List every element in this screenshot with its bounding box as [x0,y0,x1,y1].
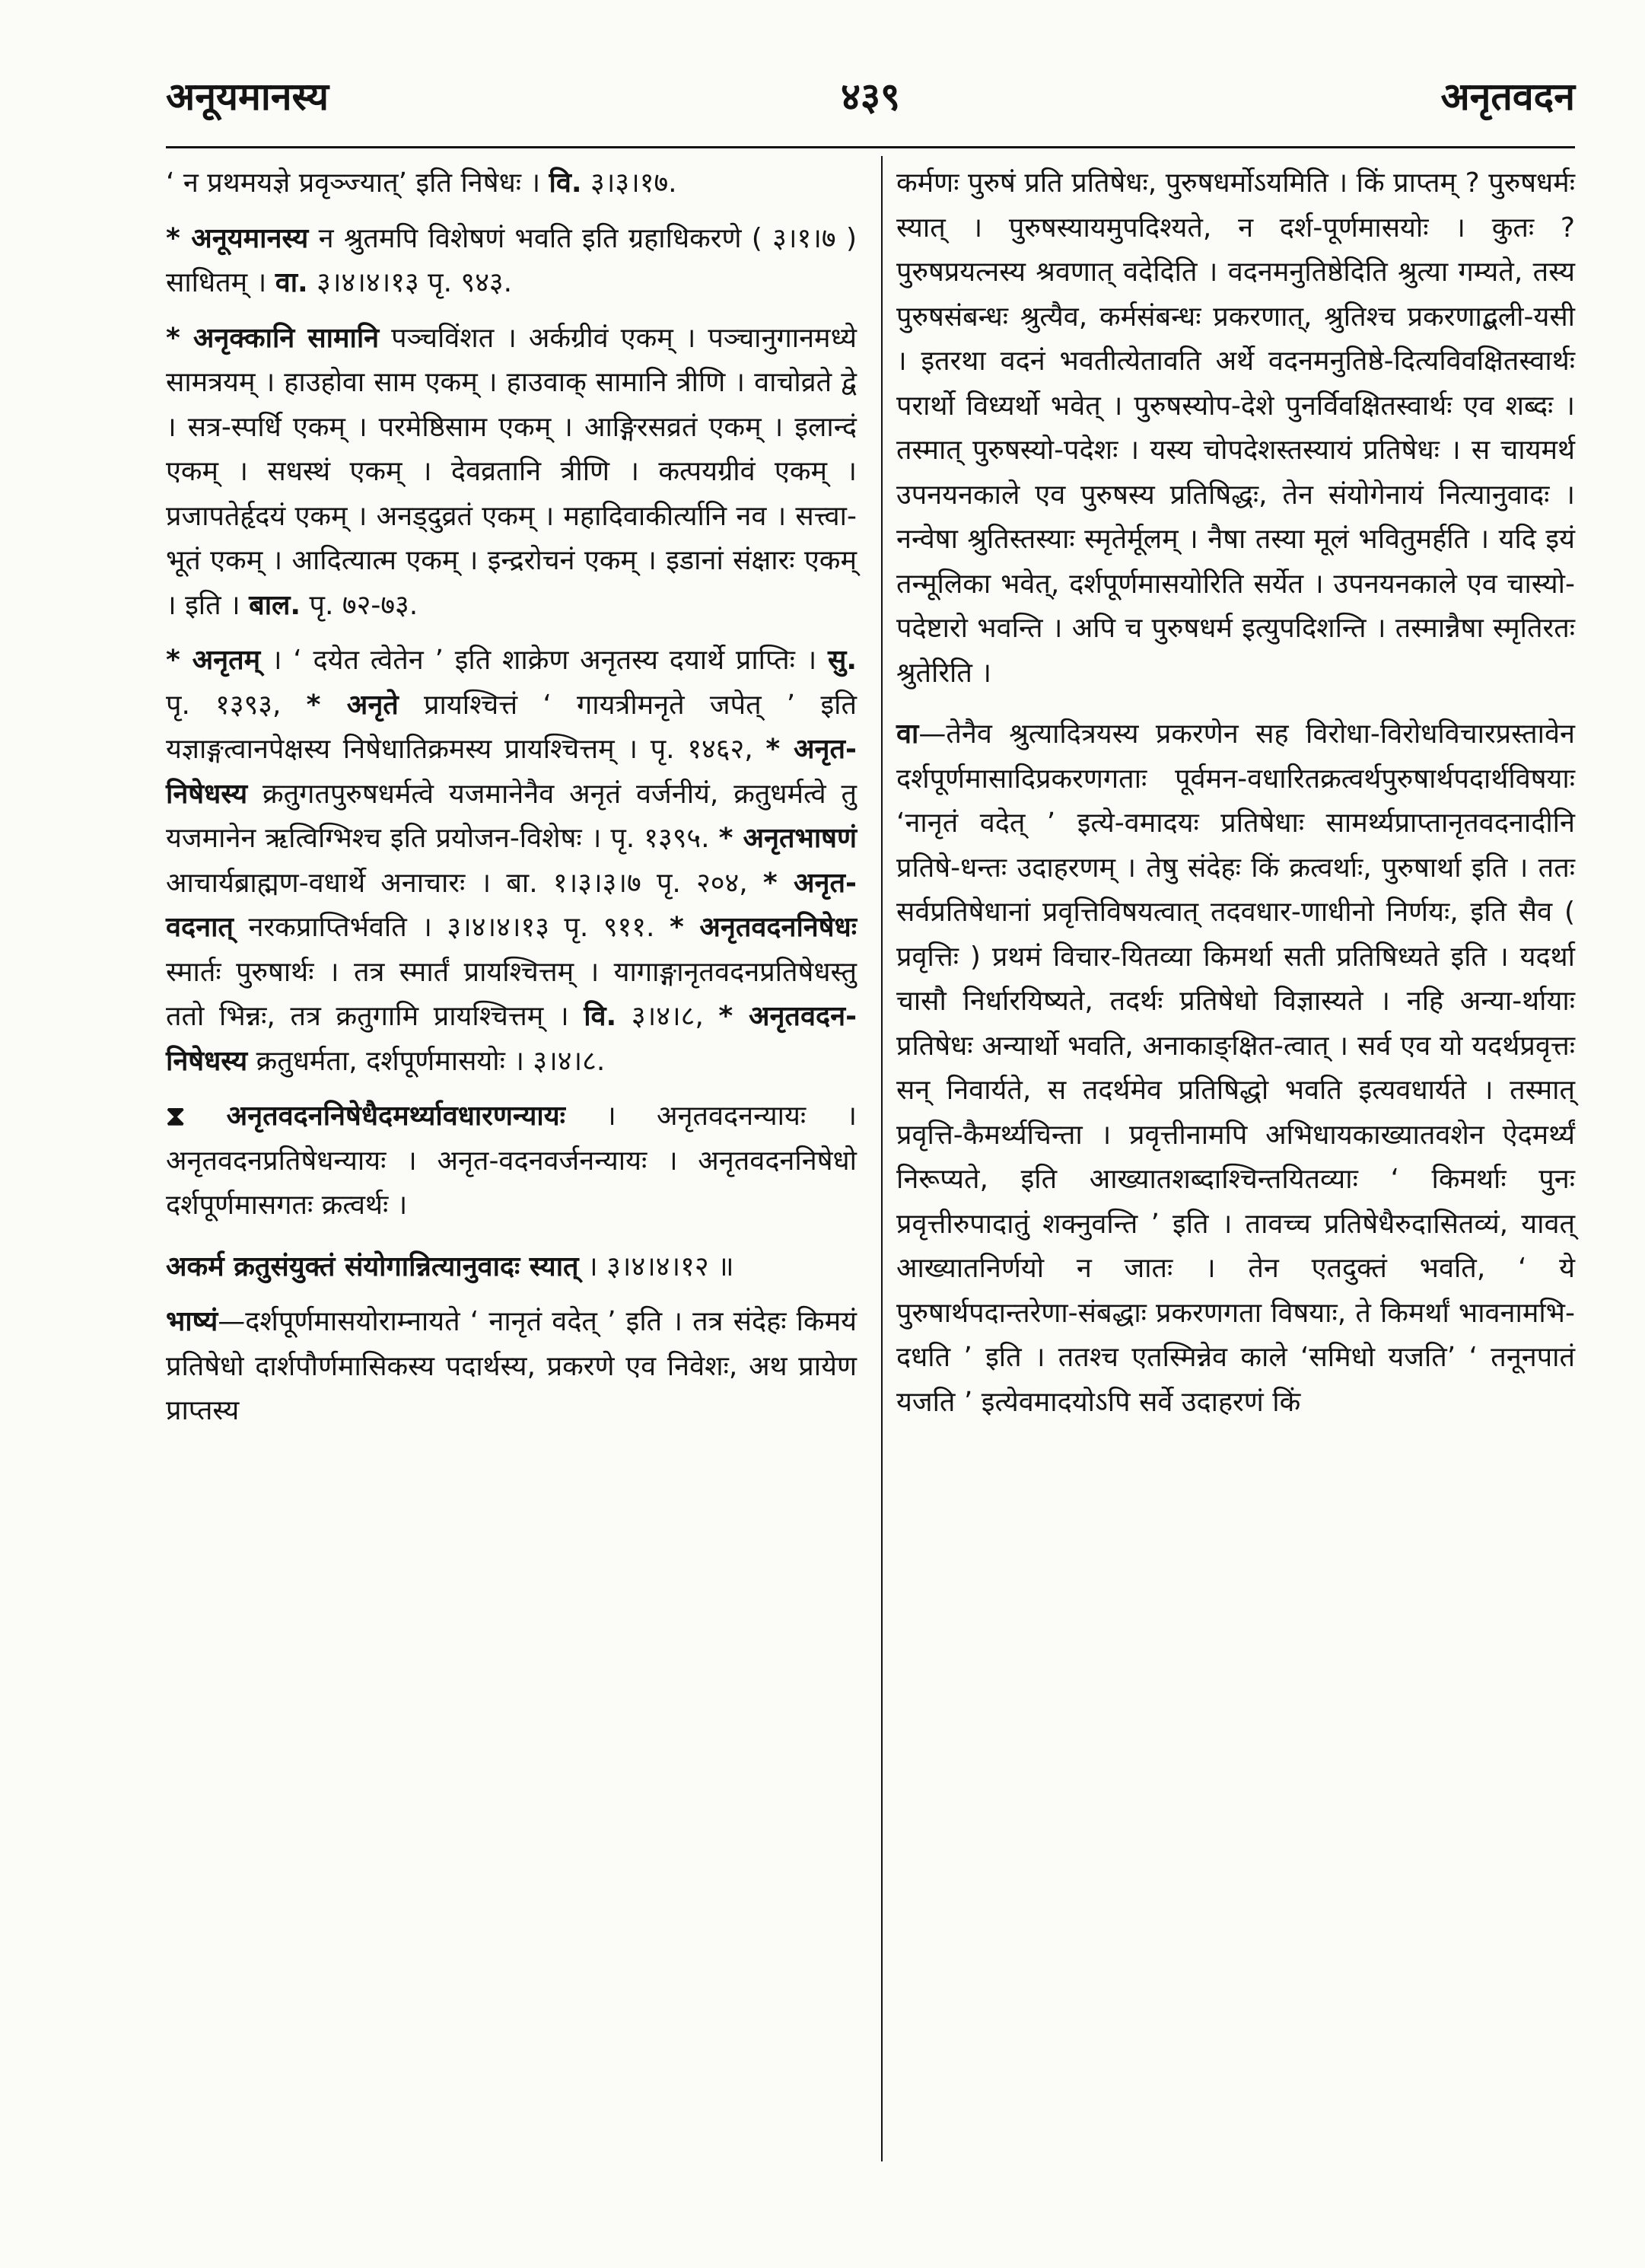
headword: * अनृतभाषणं [718,823,857,854]
header-rule [166,146,1575,148]
reference-abbrev: बाल. [249,589,301,621]
headword: * अनूयमानस्य [166,222,309,254]
reference-abbrev: वि. [584,1001,617,1032]
page-number: ४३९ [841,75,900,119]
text-run: ‘ न प्रथमयज्ञे प्रवृञ्ज्यात्’ इति निषेधः । [166,167,549,199]
vartika-label: वा [896,718,919,750]
sutra-paragraph [166,1245,857,1290]
reference-abbrev: सु. [827,645,857,676]
bhashya-continuation [896,161,1575,696]
text-run: ३।४।८, [616,1001,719,1032]
reference-abbrev: वि. [549,167,582,199]
text-run: —दर्शपूर्णमासयोराम्नायते ‘ नानृतं वदेत् ’ इति । तत्र संदेहः किमयं प्रतिषेधो दार्शपौर्णमासिकस्य पदार्थस्य, प्रकरणे एव निवेशः, अथ प्रायेण प्राप्तस्य [166,1306,857,1426]
headword: * अनृक्कानि सामानि [166,322,380,354]
nyaya-paragraph [166,1094,857,1228]
text-run: स्मार्तः पुरुषार्थः । तत्र स्मार्तं प्रायश्चित्तम् । यागाङ्गानृतवदनप्रतिषेधस्तु ततो भिन्नः, तत्र क्रतुगामि प्रायश्चित्तम् । [166,956,857,1032]
running-head-left: अनूयमानस्य [166,75,329,119]
text-run: कर्मणः पुरुषं प्रति प्रतिषेधः, पुरुषधर्मोऽयमिति । किं प्राप्तम् ? पुरुषधर्मः स्यात् । पुरुषस्यायमुपदिश्यते, न दर्श-पूर्णमासयोः । कुतः ? पुरुषप्रयत्नस्य श्रवणात् वदेदिति । वदनमनुतिष्ठेदिति श्रुत्या गम्यते, तस्य पुरुषसंबन्धः श्रुत्यैव, कर्मसंबन्धः प्रकरणात्, श्रुतिश्च प्रकरणाद्बली-यसी । इतरथा वदनं भवतीत्येतावति अर्थे वदनमनुतिष्ठे-दित्यविवक्षितस्वार्थः परार्थो विध्यर्थो भवेत् । पुरुषस्योप-देशे पुनर्विवक्षितस्वार्थः एव शब्दः । तस्मात् पुरुषस्यो-पदेशः । यस्य चोपदेशस्तस्यायं प्रतिषेधः । स चायमर्थ उपनयनकाले एव पुरुषस्य प्रतिषिद्धः, तेन संयोगेनायं नित्यानुवादः । नन्वेषा श्रुतिस्तस्याः स्मृतेर्मूलम् । नैषा तस्या मूलं भवितुमर्हति । यदि इयं तन्मूलिका भवेत्, दर्शपूर्णमासयोरिति सर्येत । उपनयनकाले एव चास्यो-पदेष्टारो भवन्ति । अपि च पुरुषधर्म इत्युपदिशन्ति । तस्मान्नैषा स्मृतिरतः श्रुतेरिति । [896,167,1575,689]
text-run: क्रतुधर्मता, दर्शपूर्णमासयोः । ३।४।८. [247,1045,606,1077]
entry-paragraph [166,639,857,1084]
right-column [896,161,1575,1435]
text-run: पृ. १३९३, [166,689,307,721]
entry-paragraph [166,161,857,206]
text-run: क्रतुगतपुरुषधर्मत्वे यजमानेनैव अनृतं वर्जनीयं, क्रतुधर्मत्वे तु यजमानेन ऋत्विग्भिश्च इति प्रयोजन-विशेषः । पृ. १३९५. [166,778,857,854]
headword: * अनृत-निषेधस्य [166,734,857,810]
text-run: प्रायश्चित्तं ‘ गायत्रीमनृते जपेत् ’ इति यज्ञाङ्गत्वानपेक्षस्य निषेधातिक्रमस्य प्रायश्चित्तम् । पृ. १४६२, [166,689,857,765]
sutra-reference: । ३।४।४।१२ ॥ [578,1250,734,1282]
text-run: नरकप्राप्तिर्भवति । ३।४।४।१३ पृ. ९११. [233,912,670,943]
nyaya-heading: ⧗ अनृतवदननिषेधैदमर्थ्यावधारणन्यायः [166,1101,565,1132]
text-run: । ‘ दयेत त्वेतेन ’ इति शाक्रेण अनृतस्य दयार्थे प्राप्तिः । [260,645,828,676]
text-run: ३।४।४।१३ पृ. ९४३. [307,267,513,298]
entry-paragraph [166,217,857,306]
text-run: ३।३।१७. [581,167,677,199]
sutra-text: अकर्म क्रतुसंयुक्तं संयोगान्नित्यानुवादः स्यात् [166,1250,579,1282]
headword: * अनृतम् [166,645,261,676]
text-run: न श्रुतमपि विशेषणं भवति इति ग्रहाधिकरणे ( ३।१।७ ) साधितम् । [166,222,857,298]
page-header [166,70,1575,131]
headword: * अनृते [306,689,399,721]
bhashya-label: भाष्यं [166,1306,218,1337]
text-run: पृ. ७२-७३. [301,589,418,621]
running-head-right: अनृतवदन [1440,75,1575,119]
reference-abbrev: वा. [275,267,308,298]
text-run: पञ्चविंशत । अर्कग्रीवं एकम् । पञ्चानुगानमध्ये सामत्रयम् । हाउहोवा साम एकम् । हाउवाक् सामानि त्रीणि । वाचोव्रते द्वे । सत्र-स्पर्धि एकम् । परमेष्ठिसाम एकम् । आङ्गिरसव्रतं एकम् । इलान्दं एकम् । सधस्थं एकम् । देवव्रतानि त्रीणि । कत्पयग्रीवं एकम् । प्रजापतेर्हृदयं एकम् । अनड्दुव्रतं एकम् । महादिवाकीर्त्यानि नव । सत्त्वा-भूतं एकम् । आदित्यात्म एकम् । इन्द्ररोचनं एकम् । इडानां संक्षारः एकम् । इति । [166,322,858,621]
headword: * अनृत-वदनात् [166,867,857,943]
bhashya-paragraph [166,1300,857,1434]
left-column [166,161,857,1445]
headword: * अनृतवदन-निषेधस्य [166,1001,858,1077]
headword: * अनृतवदननिषेधः [669,912,857,943]
text-run: । अनृतवदनन्यायः । अनृतवदनप्रतिषेधन्यायः । अनृत-वदनवर्जनन्यायः । अनृतवदननिषेधो दर्शपूर्णमासगतः क्रत्वर्थः । [166,1101,857,1221]
text-run: —तेनैव श्रुत्यादित्रयस्य प्रकरणेन सह विरोधा-विरोधविचारप्रस्तावेन दर्शपूर्णमासादिप्रकरणगताः पूर्वमन-वधारितक्रत्वर्थपुरुषार्थपदार्थविषयाः ‘नानृतं वदेत् ’ इत्ये-वमादयः प्रतिषेधाः सामर्थ्यप्राप्तानृतवदनादीनि प्रतिषे-धन्तः उदाहरणम् । तेषु संदेहः किं क्रत्वर्थाः, पुरुषार्था इति । ततः सर्वप्रतिषेधानां प्रवृत्तिविषयत्वात् तदवधार-णाधीनो निर्णयः, इति सैव ( प्रवृत्तिः ) प्रथमं विचार-यितव्या किमर्था सती प्रतिषिध्यते इति । यदर्था चासौ निर्धारयिष्यते, तदर्थः प्रतिषेधो विज्ञास्यते । नहि अन्या-र्थायाः प्रतिषेधः अन्यार्थो भवति, अनाकाङ्क्षित-त्वात् । सर्व एव यो यदर्थप्रवृत्तः सन् निवार्यते, स तदर्थमेव प्रतिषिद्धो भवति इत्यवधार्यते । तस्मात् प्रवृत्ति-कैमर्थ्यचिन्ता । प्रवृत्तीनामपि अभिधायकाख्यातवशेन ऐदमर्थ्यं निरूप्यते, इति आख्यातशब्दाश्चिन्तयितव्याः ‘ किमर्थाः पुनः प्रवृत्तीरुपादातुं शक्नुवन्ति ’ इति । तावच्च प्रतिषेधैरुदासितव्यं, यावत् आख्यातनिर्णयो न जातः । तेन एतदुक्तं भवति, ‘ ये पुरुषार्थपदान्तरेणा-संबद्धाः प्रकरणगता विषयाः, ते किमर्थां भावनामभि-दधति ’ इति । ततश्च एतस्मिन्नेव काले ‘समिधो यजति’ ‘ तनूनपातं यजति ’ इत्येवमादयोऽपि सर्वे उदाहरणं किं [896,718,1575,1418]
text-run: आचार्यब्राह्मण-वधार्थे अनाचारः । बा. १।३।३।७ पृ. २०४, [166,867,763,899]
vartika-paragraph [896,712,1575,1425]
column-divider [881,156,883,2161]
entry-paragraph [166,317,857,629]
